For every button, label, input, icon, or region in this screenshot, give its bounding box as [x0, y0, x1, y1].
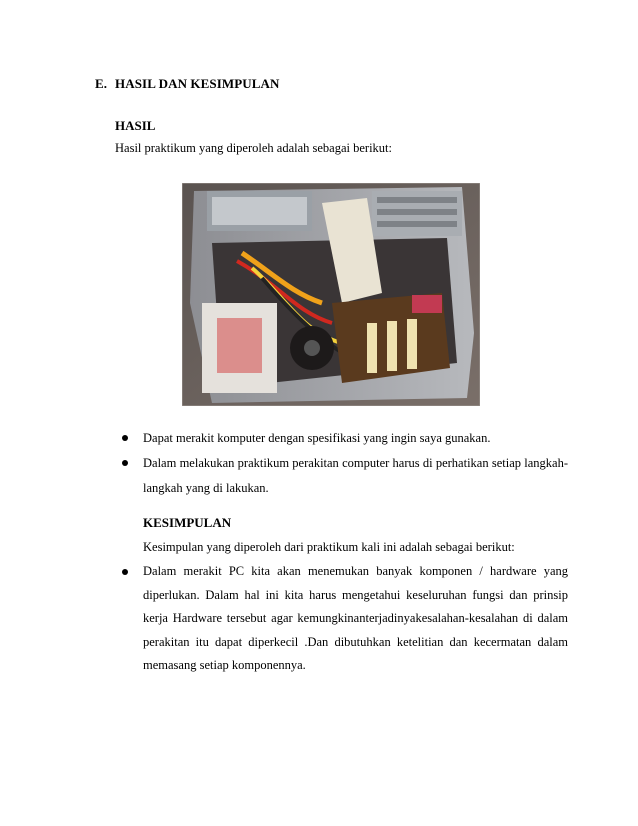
list-item: [118, 560, 568, 678]
hasil-bullet-list: [118, 426, 568, 501]
hasil-intro: Hasil praktikum yang diperoleh adalah sebagai berikut:: [115, 141, 392, 155]
pc-assembly-photo: [182, 183, 480, 406]
list-item-text: Dalam melakukan praktikum perakitan computer harus di perhatikan setiap langkah-langkah yang di lakukan.: [143, 456, 568, 495]
bullet-icon: [122, 569, 128, 575]
kesimpulan-intro: Kesimpulan yang diperoleh dari praktikum kali ini adalah sebagai berikut:: [143, 540, 515, 554]
section-heading: [95, 76, 280, 92]
kesimpulan-title: KESIMPULAN: [143, 515, 232, 530]
list-item-line: diperlukan. Dalam hal ini kita harus mengetahui keseluruhan fungsi dan prinsip: [143, 587, 568, 602]
kesimpulan-bullet-list: [118, 560, 568, 678]
bullet-icon: [122, 460, 128, 466]
list-item-line: Dalam merakit PC kita akan menemukan banyak komponen / hardware yang: [143, 564, 568, 578]
list-item-line: kerja Hardware tersebut agar kemungkinanterjadinyakesalahan-kesalahan di dalam: [143, 611, 568, 625]
list-item-text: Dapat merakit komputer dengan spesifikasi yang ingin saya gunakan.: [143, 431, 491, 445]
list-item: [118, 451, 568, 501]
hasil-title: HASIL: [115, 118, 156, 133]
section-title: HASIL DAN KESIMPULAN: [115, 76, 280, 91]
list-item-line: memasang setiap komponennya.: [143, 658, 306, 672]
list-item-line: perakitan itu dapat diperkecil .Dan dibutuhkan ketelitian dan kecermatan dalam: [143, 634, 568, 649]
bullet-icon: [122, 435, 128, 441]
section-number: E.: [95, 76, 108, 91]
list-item: [118, 426, 568, 451]
